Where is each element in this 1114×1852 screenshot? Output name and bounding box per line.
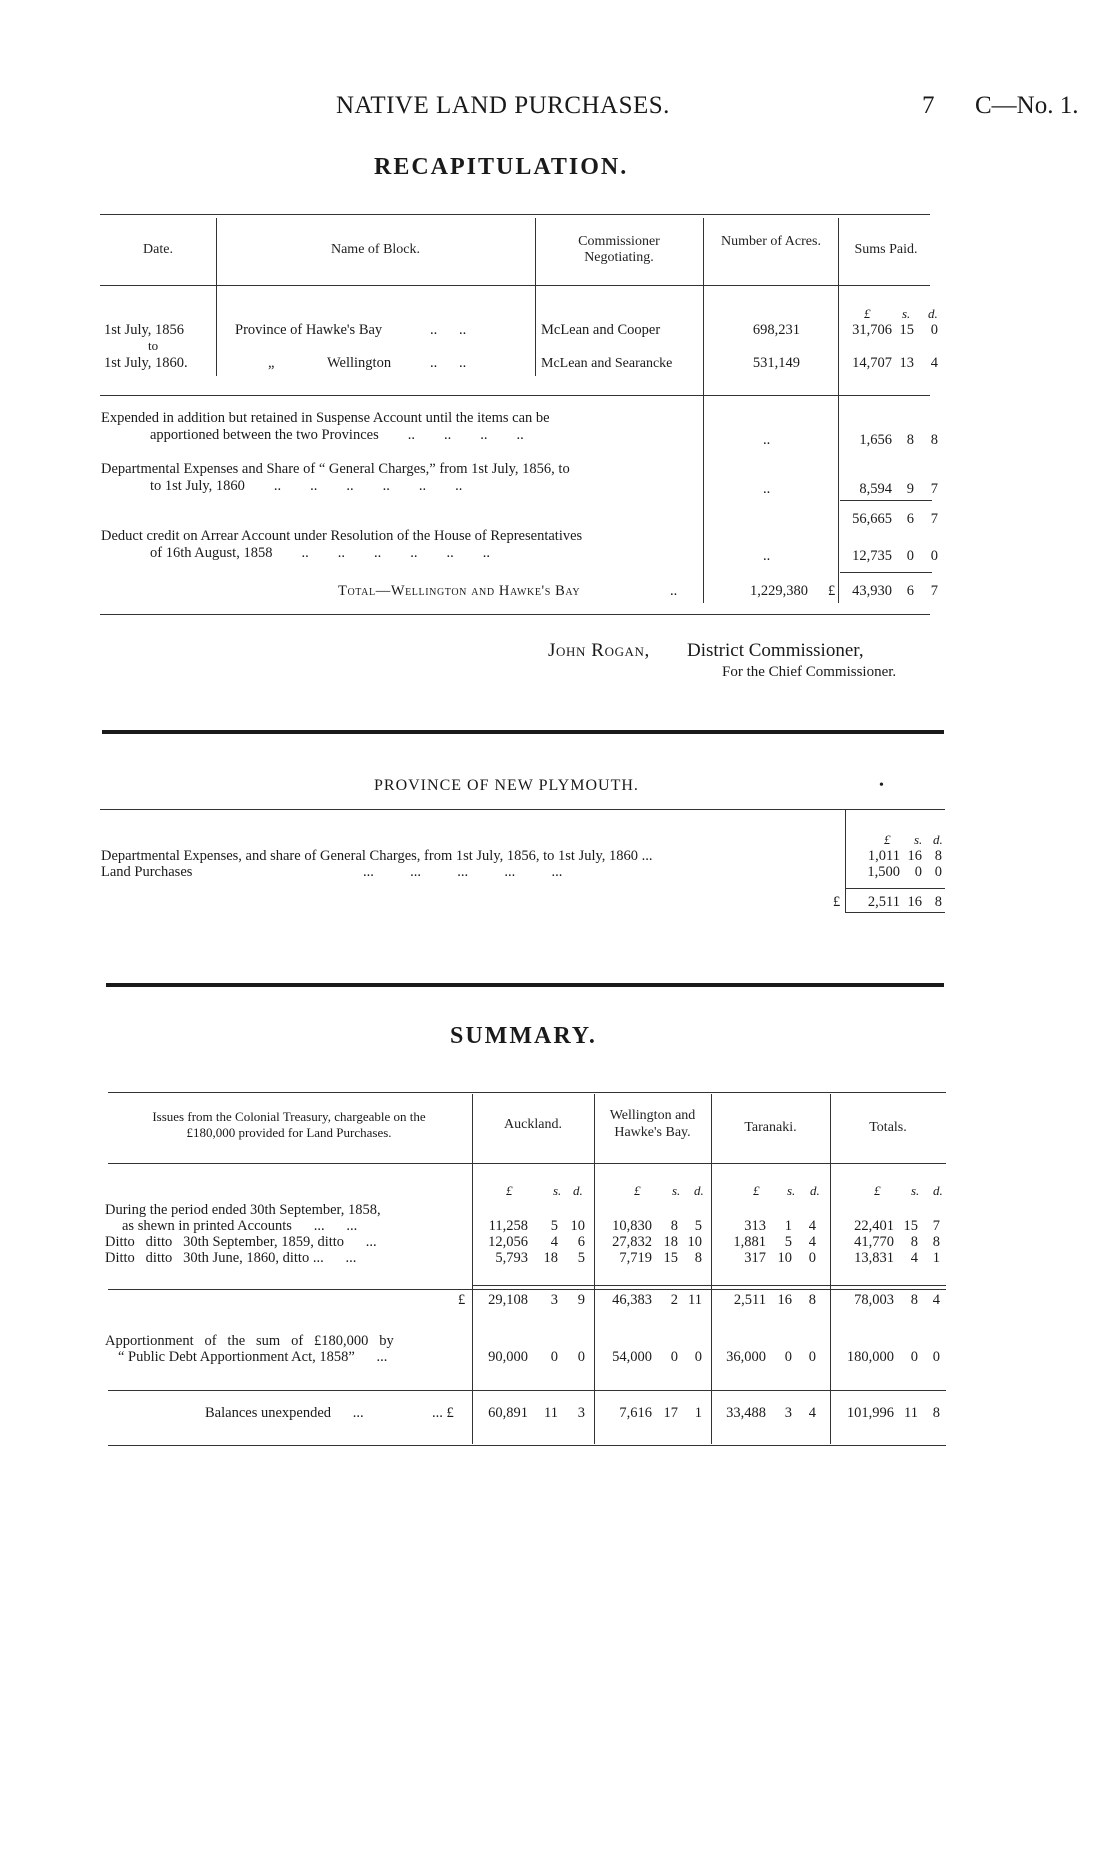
currency-shillings: s. xyxy=(553,1183,562,1198)
deduct-line1: Deduct credit on Arrear Account under Resolution of the House of Representatives xyxy=(101,528,583,544)
shillings-value: 6 xyxy=(906,511,914,527)
pence-value: 10 xyxy=(687,1234,702,1250)
apportionment-line1: Apportionment of the sum of £180,000 by xyxy=(105,1333,394,1349)
currency-shillings: s. xyxy=(902,306,911,321)
shillings-value: 0 xyxy=(670,1349,678,1365)
pence-value: 0 xyxy=(932,1349,940,1365)
pounds-value: 60,891 xyxy=(488,1405,528,1421)
suspense-line1: Expended in addition but retained in Suspense Account until the items can be xyxy=(101,410,550,426)
pence-value: 10 xyxy=(570,1218,585,1234)
pounds-value: 1,500 xyxy=(867,864,900,880)
dot-leader: ... ... ... ... ... xyxy=(363,864,563,880)
date-from: 1st July, 1856 xyxy=(104,322,185,338)
shillings-value: 13 xyxy=(899,355,914,371)
col-header-taranaki: Taranaki. xyxy=(744,1120,797,1135)
pence-value: 8 xyxy=(934,894,942,910)
currency-shillings: s. xyxy=(914,832,923,847)
pounds-value: 22,401 xyxy=(854,1218,894,1234)
pence-value: 8 xyxy=(808,1292,816,1308)
pounds-value: 78,003 xyxy=(854,1292,894,1308)
pence-value: 0 xyxy=(930,548,938,564)
pence-value: 0 xyxy=(930,322,938,338)
shillings-value: 5 xyxy=(784,1234,792,1250)
pounds-value: 11,258 xyxy=(488,1218,528,1234)
acres-value: 531,149 xyxy=(752,355,800,371)
col-header-commissioner: Commissioner Negotiating. xyxy=(578,234,660,265)
shillings-value: 16 xyxy=(907,894,922,910)
shillings-value: 17 xyxy=(663,1405,678,1421)
ditto-mark: „ xyxy=(268,355,275,371)
pounds-value: 313 xyxy=(744,1218,766,1234)
currency-pence: d. xyxy=(933,832,943,847)
currency-pence: d. xyxy=(933,1183,943,1198)
currency-shillings: s. xyxy=(787,1183,796,1198)
shillings-value: 11 xyxy=(544,1405,558,1421)
pounds-value: 43,930 xyxy=(852,583,892,599)
pounds-value: 8,594 xyxy=(859,481,892,497)
pence-value: 8 xyxy=(694,1250,702,1266)
pence-value: 3 xyxy=(577,1405,585,1421)
pence-value: 4 xyxy=(808,1405,816,1421)
pounds-value: 317 xyxy=(744,1250,766,1266)
acres-value: 698,231 xyxy=(752,322,800,338)
pence-value: 9 xyxy=(577,1292,585,1308)
currency-pound: £ xyxy=(884,832,891,847)
commissioner-name: McLean and Cooper xyxy=(541,322,661,338)
shillings-value: 15 xyxy=(663,1250,678,1266)
shillings-value: 0 xyxy=(914,864,922,880)
shillings-value: 16 xyxy=(777,1292,792,1308)
signatory-title: District Commissioner, xyxy=(687,640,864,661)
signatory-name: John Rogan, xyxy=(548,640,650,661)
pounds-value: 41,770 xyxy=(854,1234,894,1250)
total-pound-sign: £ xyxy=(828,583,836,599)
pence-value: 4 xyxy=(808,1234,816,1250)
shillings-value: 8 xyxy=(906,432,914,448)
currency-pound: £ xyxy=(506,1183,513,1198)
pence-value: 7 xyxy=(930,481,938,497)
row-label: Land Purchases xyxy=(101,864,193,880)
document-reference: C—No. 1. xyxy=(975,92,1079,119)
deduct-line2: of 16th August, 1858 .. .. .. .. .. .. xyxy=(150,545,490,561)
currency-pound: £ xyxy=(874,1183,881,1198)
shillings-value: 15 xyxy=(903,1218,918,1234)
pence-value: 8 xyxy=(934,848,942,864)
shillings-value: 3 xyxy=(550,1292,558,1308)
shillings-value: 18 xyxy=(663,1234,678,1250)
pence-value: 0 xyxy=(934,864,942,880)
col-header-issues: £180,000 provided for Land Purchases. xyxy=(186,1125,392,1140)
dot-leader: .. .. xyxy=(430,322,467,338)
apportionment-line2: “ Public Debt Apportionment Act, 1858” ... xyxy=(118,1349,388,1365)
pounds-value: 2,511 xyxy=(733,1292,766,1308)
pounds-value: 12,735 xyxy=(852,548,892,564)
currency-shillings: s. xyxy=(911,1183,920,1198)
pence-value: 0 xyxy=(808,1349,816,1365)
row-label: Departmental Expenses, and share of General Charges, from 1st July, 1856, to 1st July, 1860 ... xyxy=(101,848,653,864)
recap-heading: RECAPITULATION. xyxy=(374,154,629,180)
signatory-for: For the Chief Commissioner. xyxy=(722,664,897,680)
date-to: 1st July, 1860. xyxy=(104,355,188,371)
pounds-value: 13,831 xyxy=(854,1250,894,1266)
summary-heading: SUMMARY. xyxy=(450,1023,597,1049)
pence-value: 8 xyxy=(932,1405,940,1421)
col-header-totals: Totals. xyxy=(869,1120,907,1135)
shillings-value: 4 xyxy=(910,1250,918,1266)
block-name: Province of Hawke's Bay xyxy=(235,322,383,338)
bullet-mark: • xyxy=(879,778,884,793)
total-acres: 1,229,380 xyxy=(750,583,808,599)
dot-leader: .. xyxy=(670,583,678,599)
row-label: as shewn in printed Accounts ... ... xyxy=(122,1218,358,1234)
pence-value: 8 xyxy=(932,1234,940,1250)
pence-value: 4 xyxy=(932,1292,940,1308)
row-label: Ditto ditto 30th September, 1859, ditto ... xyxy=(105,1234,377,1250)
acres-dots: .. xyxy=(763,481,771,497)
pence-value: 5 xyxy=(577,1250,585,1266)
shillings-value: 5 xyxy=(550,1218,558,1234)
pence-value: 4 xyxy=(930,355,938,371)
pounds-value: 29,108 xyxy=(488,1292,528,1308)
balances-label: Balances unexpended ... xyxy=(205,1405,364,1421)
pence-value: 0 xyxy=(808,1250,816,1266)
row-label: Ditto ditto 30th June, 1860, ditto ... ... xyxy=(105,1250,357,1266)
col-header-acres: Number of Acres. xyxy=(721,234,821,249)
pounds-value: 36,000 xyxy=(726,1349,766,1365)
currency-pound: £ xyxy=(753,1183,760,1198)
acres-dots: .. xyxy=(763,548,771,564)
shillings-value: 10 xyxy=(777,1250,792,1266)
departmental-line2: to 1st July, 1860 .. .. .. .. .. .. xyxy=(150,478,463,494)
suspense-line2: apportioned between the two Provinces .. .. .. .. xyxy=(150,427,524,443)
period-heading: During the period ended 30th September, 1858, xyxy=(105,1202,381,1218)
shillings-value: 16 xyxy=(907,848,922,864)
pence-value: 4 xyxy=(808,1218,816,1234)
pence-value: 7 xyxy=(932,1218,940,1234)
pounds-value: 90,000 xyxy=(488,1349,528,1365)
currency-pence: d. xyxy=(810,1183,820,1198)
pence-value: 8 xyxy=(930,432,938,448)
pounds-value: 5,793 xyxy=(495,1250,528,1266)
pounds-value: 180,000 xyxy=(846,1349,894,1365)
pence-value: 6 xyxy=(577,1234,585,1250)
pence-value: 1 xyxy=(694,1405,702,1421)
pounds-value: 1,656 xyxy=(859,432,892,448)
pounds-value: 14,707 xyxy=(852,355,892,371)
pounds-value: 56,665 xyxy=(852,511,892,527)
shillings-value: 0 xyxy=(910,1349,918,1365)
pounds-value: 54,000 xyxy=(612,1349,652,1365)
col-header-wellington: Wellington and xyxy=(609,1108,696,1123)
currency-pence: d. xyxy=(573,1183,583,1198)
shillings-value: 3 xyxy=(784,1405,792,1421)
dot-leader: .. .. xyxy=(430,355,467,371)
col-header-date: Date. xyxy=(143,242,173,257)
pence-value: 0 xyxy=(694,1349,702,1365)
shillings-value: 6 xyxy=(906,583,914,599)
balances-tail: ... £ xyxy=(432,1405,454,1421)
col-header-sums: Sums Paid. xyxy=(854,242,918,257)
shillings-value: 0 xyxy=(784,1349,792,1365)
block-name: Wellington xyxy=(327,355,392,371)
shillings-value: 2 xyxy=(670,1292,678,1308)
pounds-value: 1,011 xyxy=(867,848,900,864)
pounds-value: 2,511 xyxy=(867,894,900,910)
acres-dots: .. xyxy=(763,432,771,448)
pounds-value: 31,706 xyxy=(852,322,892,338)
currency-pence: d. xyxy=(928,306,938,321)
shillings-value: 0 xyxy=(550,1349,558,1365)
page-number: 7 xyxy=(922,92,935,119)
pounds-value: 101,996 xyxy=(846,1405,894,1421)
pounds-value: 1,881 xyxy=(733,1234,766,1250)
pence-value: 11 xyxy=(688,1292,702,1308)
shillings-value: 9 xyxy=(906,481,914,497)
pounds-value: 12,056 xyxy=(488,1234,528,1250)
section-divider xyxy=(102,730,944,734)
currency-shillings: s. xyxy=(672,1183,681,1198)
subtotal-pound-sign: £ xyxy=(458,1292,466,1308)
page-title: NATIVE LAND PURCHASES. xyxy=(336,92,670,119)
total-label: Total—Wellington and Hawke's Bay xyxy=(338,583,581,599)
shillings-value: 0 xyxy=(906,548,914,564)
plymouth-heading: PROVINCE OF NEW PLYMOUTH. xyxy=(374,777,639,794)
currency-pound: £ xyxy=(864,306,871,321)
shillings-value: 11 xyxy=(904,1405,918,1421)
shillings-value: 1 xyxy=(784,1218,792,1234)
col-header-issues: Issues from the Colonial Treasury, chargeable on the xyxy=(152,1109,426,1124)
col-header-wellington: Hawke's Bay. xyxy=(614,1125,691,1140)
pounds-value: 7,616 xyxy=(619,1405,652,1421)
pence-value: 7 xyxy=(930,511,938,527)
shillings-value: 8 xyxy=(910,1292,918,1308)
shillings-value: 4 xyxy=(550,1234,558,1250)
shillings-value: 8 xyxy=(910,1234,918,1250)
pounds-value: 27,832 xyxy=(612,1234,652,1250)
date-to-word: to xyxy=(148,338,159,353)
shillings-value: 8 xyxy=(670,1218,678,1234)
shillings-value: 18 xyxy=(543,1250,558,1266)
section-divider xyxy=(106,983,944,987)
col-header-block: Name of Block. xyxy=(330,242,421,257)
pence-value: 0 xyxy=(577,1349,585,1365)
currency-pence: d. xyxy=(694,1183,704,1198)
pounds-value: 33,488 xyxy=(726,1405,766,1421)
currency-pound: £ xyxy=(634,1183,641,1198)
pounds-value: 10,830 xyxy=(612,1218,652,1234)
commissioner-name: McLean and Searancke xyxy=(541,356,673,371)
pounds-value: 7,719 xyxy=(619,1250,652,1266)
departmental-line1: Departmental Expenses and Share of “ General Charges,” from 1st July, 1856, to xyxy=(101,461,570,477)
pence-value: 7 xyxy=(930,583,938,599)
col-header-auckland: Auckland. xyxy=(504,1117,562,1132)
pence-value: 1 xyxy=(932,1250,940,1266)
total-pound-sign: £ xyxy=(833,894,841,910)
pence-value: 5 xyxy=(694,1218,702,1234)
pounds-value: 46,383 xyxy=(612,1292,652,1308)
shillings-value: 15 xyxy=(899,322,914,338)
